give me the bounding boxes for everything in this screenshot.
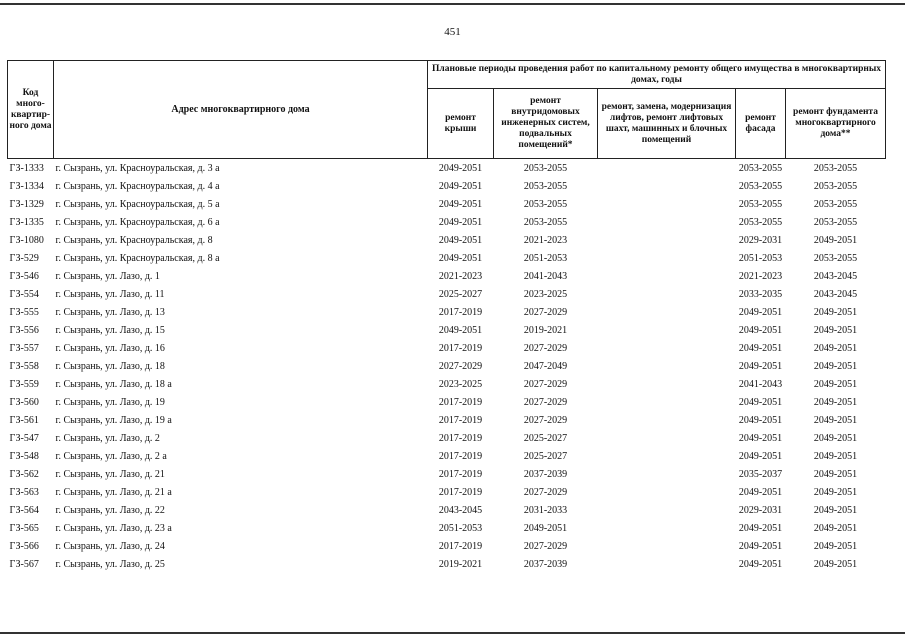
cell-elevators <box>598 231 736 249</box>
cell-roof: 2049-2051 <box>428 159 494 178</box>
cell-engineering-systems: 2027-2029 <box>523 378 568 390</box>
cell-engineering-systems: 2023-2025 <box>523 288 568 300</box>
cell-facade: 2053-2055 <box>736 159 786 178</box>
cell-roof: 2021-2023 <box>438 270 483 282</box>
cell-address: г. Сызрань, ул. Лазо, д. 1 <box>55 270 160 282</box>
cell-code: ГЗ-546 <box>9 270 39 282</box>
cell-elevators <box>598 303 736 321</box>
table-row <box>8 195 886 213</box>
cell-code: ГЗ-529 <box>9 252 39 264</box>
cell-address: г. Сызрань, ул. Лазо, д. 18 <box>55 360 165 372</box>
cell-address: г. Сызрань, ул. Лазо, д. 24 <box>55 540 165 552</box>
header-address: Адрес многоквартирного дома <box>54 61 428 159</box>
cell-address: г. Сызрань, ул. Лазо, д. 23 а <box>55 522 172 534</box>
cell-elevators <box>598 447 736 465</box>
cell-foundation: 2053-2055 <box>813 216 858 228</box>
cell-foundation: 2049-2051 <box>813 540 858 552</box>
cell-foundation: 2053-2055 <box>786 159 886 178</box>
cell-elevators <box>598 213 736 231</box>
cell-address: г. Сызрань, ул. Лазо, д. 25 <box>55 558 165 570</box>
cell-engineering-systems: 2053-2055 <box>523 180 568 192</box>
table-row <box>8 375 886 393</box>
cell-foundation: 2049-2051 <box>813 450 858 462</box>
cell-engineering-systems: 2021-2023 <box>523 234 568 246</box>
cell-facade: 2053-2055 <box>738 216 783 228</box>
cell-foundation: 2049-2051 <box>813 396 858 408</box>
cell-engineering-systems: 2037-2039 <box>523 468 568 480</box>
cell-address: г. Сызрань, ул. Красноуральская, д. 4 а <box>55 180 220 192</box>
cell-engineering-systems: 2027-2029 <box>523 396 568 408</box>
cell-foundation: 2049-2051 <box>813 468 858 480</box>
cell-foundation: 2049-2051 <box>813 414 858 426</box>
bottom-border-rule <box>0 632 905 634</box>
cell-foundation: 2049-2051 <box>813 486 858 498</box>
cell-facade: 2049-2051 <box>738 396 783 408</box>
table-row <box>8 501 886 519</box>
cell-foundation: 2049-2051 <box>813 342 858 354</box>
cell-elevators <box>598 537 736 555</box>
cell-elevators <box>598 285 736 303</box>
table-row <box>8 303 886 321</box>
cell-code: ГЗ-557 <box>9 342 39 354</box>
cell-foundation: 2049-2051 <box>813 558 858 570</box>
cell-facade: 2053-2055 <box>738 180 783 192</box>
cell-code: ГЗ-564 <box>9 504 39 516</box>
cell-address: г. Сызрань, ул. Лазо, д. 11 <box>55 288 165 300</box>
cell-engineering-systems: 2027-2029 <box>523 540 568 552</box>
cell-engineering-systems: 2031-2033 <box>523 504 568 516</box>
table-row <box>8 537 886 555</box>
cell-engineering-systems: 2041-2043 <box>523 270 568 282</box>
cell-foundation: 2049-2051 <box>813 504 858 516</box>
table-row <box>8 447 886 465</box>
table-row <box>8 213 886 231</box>
table-header <box>8 61 886 159</box>
cell-engineering-systems: 2049-2051 <box>523 522 568 534</box>
cell-roof: 2049-2051 <box>438 180 483 192</box>
table-row <box>8 231 886 249</box>
table-row <box>8 429 886 447</box>
cell-code: ГЗ-555 <box>9 306 39 318</box>
cell-foundation: 2049-2051 <box>813 306 858 318</box>
cell-foundation: 2049-2051 <box>813 522 858 534</box>
cell-address: г. Сызрань, ул. Красноуральская, д. 8 а <box>55 252 220 264</box>
cell-foundation: 2049-2051 <box>813 324 858 336</box>
cell-code: ГЗ-556 <box>9 324 39 336</box>
cell-facade: 2049-2051 <box>738 342 783 354</box>
cell-address: г. Сызрань, ул. Красноуральская, д. 8 <box>55 234 213 246</box>
cell-roof: 2023-2025 <box>438 378 483 390</box>
cell-foundation: 2049-2051 <box>813 234 858 246</box>
cell-code: ГЗ-554 <box>9 288 39 300</box>
cell-code: ГЗ-1334 <box>9 180 44 192</box>
cell-elevators <box>598 339 736 357</box>
cell-facade: 2029-2031 <box>738 234 783 246</box>
cell-elevators <box>598 375 736 393</box>
cell-address: г. Сызрань, ул. Лазо, д. 18 а <box>55 378 172 390</box>
cell-elevators <box>598 195 736 213</box>
cell-elevators <box>598 249 736 267</box>
cell-foundation: 2053-2055 <box>813 252 858 264</box>
cell-code: ГЗ-567 <box>9 558 39 570</box>
header-engineering-systems: ремонт внутридомовых инженерных систем, подвальных помещений* <box>494 89 598 159</box>
cell-engineering-systems: 2053-2055 <box>494 159 598 178</box>
cell-facade: 2051-2053 <box>738 252 783 264</box>
cell-facade: 2029-2031 <box>738 504 783 516</box>
cell-code: ГЗ-548 <box>9 450 39 462</box>
cell-code: ГЗ-1333 <box>8 159 54 178</box>
cell-address: г. Сызрань, ул. Красноуральская, д. 5 а <box>55 198 220 210</box>
table-row <box>8 177 886 195</box>
cell-roof: 2017-2019 <box>438 396 483 408</box>
header-foundation: ремонт фундамента многоквартирного дома** <box>786 89 886 159</box>
table-row <box>8 483 886 501</box>
cell-code: ГЗ-1329 <box>9 198 44 210</box>
cell-engineering-systems: 2027-2029 <box>523 486 568 498</box>
cell-facade: 2049-2051 <box>738 432 783 444</box>
cell-foundation: 2043-2045 <box>813 270 858 282</box>
cell-address: г. Сызрань, ул. Лазо, д. 2 а <box>55 450 167 462</box>
cell-address: г. Сызрань, ул. Лазо, д. 19 а <box>55 414 172 426</box>
cell-facade: 2049-2051 <box>738 522 783 534</box>
cell-roof: 2049-2051 <box>438 324 483 336</box>
table-row <box>8 285 886 303</box>
table-row <box>8 465 886 483</box>
repair-schedule-table <box>7 60 886 573</box>
cell-code: ГЗ-561 <box>9 414 39 426</box>
cell-facade: 2021-2023 <box>738 270 783 282</box>
cell-roof: 2027-2029 <box>438 360 483 372</box>
cell-elevators <box>598 267 736 285</box>
cell-roof: 2049-2051 <box>438 198 483 210</box>
cell-engineering-systems: 2027-2029 <box>523 306 568 318</box>
cell-facade: 2049-2051 <box>738 360 783 372</box>
cell-code: ГЗ-563 <box>9 486 39 498</box>
top-border-rule <box>0 3 905 5</box>
cell-engineering-systems: 2019-2021 <box>523 324 568 336</box>
cell-roof: 2017-2019 <box>438 486 483 498</box>
cell-code: ГЗ-558 <box>9 360 39 372</box>
cell-facade: 2053-2055 <box>738 198 783 210</box>
cell-facade: 2035-2037 <box>738 468 783 480</box>
table-row <box>8 339 886 357</box>
cell-roof: 2017-2019 <box>438 414 483 426</box>
cell-facade: 2049-2051 <box>738 414 783 426</box>
cell-elevators <box>598 411 736 429</box>
cell-roof: 2017-2019 <box>438 432 483 444</box>
cell-roof: 2017-2019 <box>438 540 483 552</box>
cell-roof: 2051-2053 <box>438 522 483 534</box>
cell-facade: 2049-2051 <box>738 486 783 498</box>
table-row <box>8 267 886 285</box>
cell-elevators <box>598 321 736 339</box>
cell-code: ГЗ-547 <box>9 432 39 444</box>
cell-address: г. Сызрань, ул. Лазо, д. 16 <box>55 342 165 354</box>
cell-foundation: 2053-2055 <box>813 198 858 210</box>
table-row <box>8 159 886 178</box>
cell-address: г. Сызрань, ул. Лазо, д. 13 <box>55 306 165 318</box>
cell-facade: 2049-2051 <box>738 540 783 552</box>
cell-engineering-systems: 2037-2039 <box>523 558 568 570</box>
cell-code: ГЗ-560 <box>9 396 39 408</box>
cell-roof: 2017-2019 <box>438 306 483 318</box>
cell-roof: 2017-2019 <box>438 450 483 462</box>
header-periods-group: Плановые периоды проведения работ по капитальному ремонту общего имущества в многоквартирных домах, годы <box>428 61 886 89</box>
cell-address: г. Сызрань, ул. Лазо, д. 21 <box>55 468 165 480</box>
cell-code: ГЗ-559 <box>9 378 39 390</box>
header-facade: ремонт фасада <box>736 89 786 159</box>
cell-engineering-systems: 2053-2055 <box>523 198 568 210</box>
cell-engineering-systems: 2025-2027 <box>523 432 568 444</box>
cell-foundation: 2043-2045 <box>813 288 858 300</box>
cell-foundation: 2049-2051 <box>813 432 858 444</box>
cell-facade: 2049-2051 <box>738 450 783 462</box>
cell-engineering-systems: 2025-2027 <box>523 450 568 462</box>
cell-elevators <box>598 555 736 573</box>
cell-engineering-systems: 2027-2029 <box>523 414 568 426</box>
cell-roof: 2019-2021 <box>438 558 483 570</box>
cell-address: г. Сызрань, ул. Лазо, д. 2 <box>55 432 160 444</box>
cell-address: г. Сызрань, ул. Красноуральская, д. 3 а <box>54 159 428 178</box>
cell-facade: 2041-2043 <box>738 378 783 390</box>
table-row <box>8 321 886 339</box>
cell-code: ГЗ-565 <box>9 522 39 534</box>
cell-address: г. Сызрань, ул. Лазо, д. 19 <box>55 396 165 408</box>
cell-roof: 2017-2019 <box>438 342 483 354</box>
page-number: 451 <box>444 26 461 38</box>
cell-elevators <box>598 357 736 375</box>
cell-roof: 2025-2027 <box>438 288 483 300</box>
header-roof: ремонт крыши <box>428 89 494 159</box>
cell-elevators <box>598 159 736 178</box>
cell-foundation: 2049-2051 <box>813 360 858 372</box>
cell-address: г. Сызрань, ул. Лазо, д. 15 <box>55 324 165 336</box>
cell-engineering-systems: 2051-2053 <box>523 252 568 264</box>
cell-foundation: 2049-2051 <box>813 378 858 390</box>
cell-elevators <box>598 393 736 411</box>
cell-elevators <box>598 483 736 501</box>
cell-roof: 2049-2051 <box>438 216 483 228</box>
cell-engineering-systems: 2027-2029 <box>523 342 568 354</box>
cell-facade: 2049-2051 <box>738 324 783 336</box>
cell-roof: 2043-2045 <box>438 504 483 516</box>
cell-facade: 2033-2035 <box>738 288 783 300</box>
cell-code: ГЗ-1335 <box>9 216 44 228</box>
cell-code: ГЗ-562 <box>9 468 39 480</box>
cell-roof: 2017-2019 <box>438 468 483 480</box>
cell-roof: 2049-2051 <box>438 252 483 264</box>
cell-elevators <box>598 429 736 447</box>
header-code: Код много-квартир-ного дома <box>8 61 54 159</box>
cell-roof: 2049-2051 <box>438 234 483 246</box>
cell-elevators <box>598 519 736 537</box>
table-row <box>8 555 886 573</box>
cell-elevators <box>598 177 736 195</box>
table-row <box>8 357 886 375</box>
cell-engineering-systems: 2053-2055 <box>523 216 568 228</box>
table-row <box>8 249 886 267</box>
header-elevators: ремонт, замена, модернизация лифтов, ремонт лифтовых шахт, машинных и блочных помещений <box>598 89 736 159</box>
table-row <box>8 411 886 429</box>
cell-facade: 2049-2051 <box>738 558 783 570</box>
cell-address: г. Сызрань, ул. Лазо, д. 22 <box>55 504 165 516</box>
cell-code: ГЗ-1080 <box>9 234 44 246</box>
table-body <box>8 159 886 574</box>
cell-facade: 2049-2051 <box>738 306 783 318</box>
table-row <box>8 393 886 411</box>
cell-address: г. Сызрань, ул. Красноуральская, д. 6 а <box>55 216 220 228</box>
cell-engineering-systems: 2047-2049 <box>523 360 568 372</box>
cell-elevators <box>598 465 736 483</box>
cell-elevators <box>598 501 736 519</box>
cell-code: ГЗ-566 <box>9 540 39 552</box>
table-row <box>8 519 886 537</box>
cell-address: г. Сызрань, ул. Лазо, д. 21 а <box>55 486 172 498</box>
cell-foundation: 2053-2055 <box>813 180 858 192</box>
